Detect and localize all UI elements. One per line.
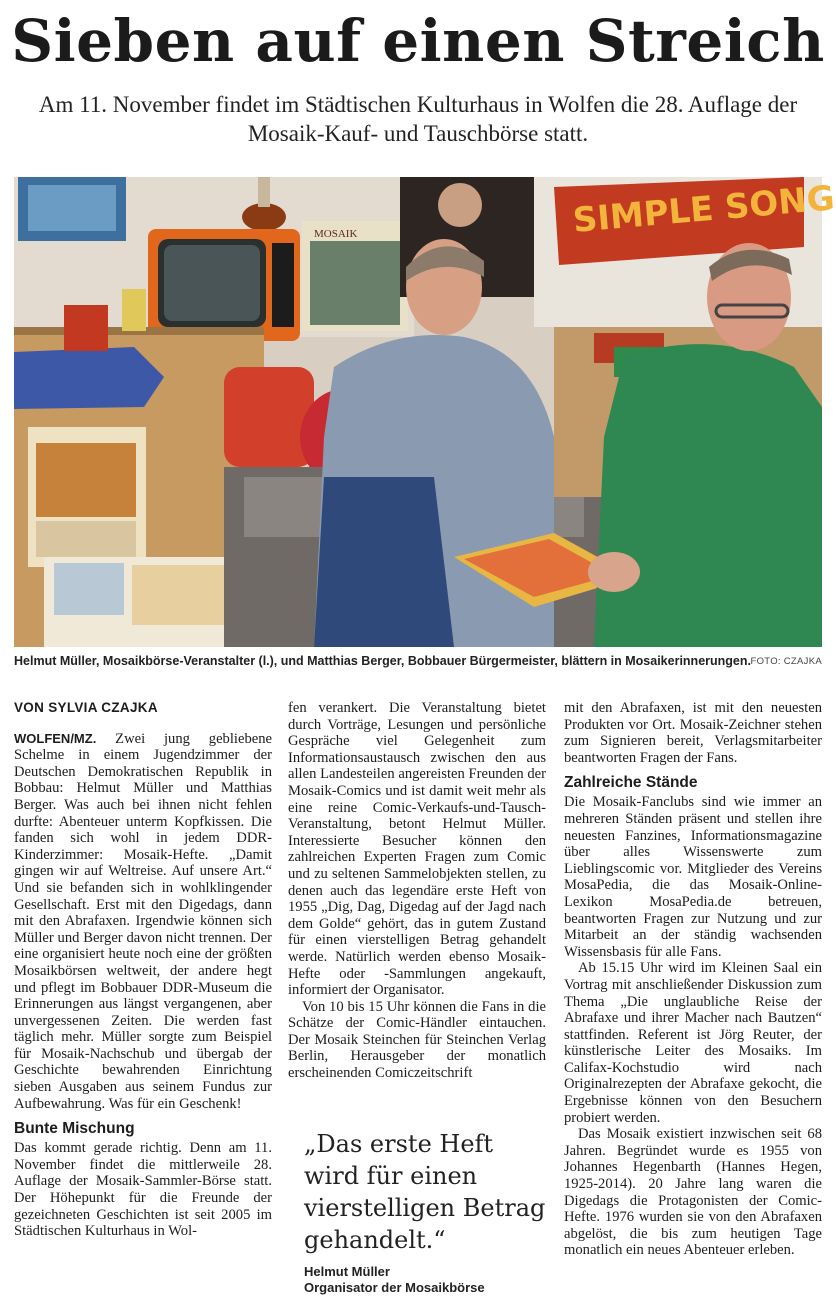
svg-text:SIMPLE SONG: SIMPLE SONG — [571, 178, 836, 241]
byline: VON SYLVIA CZAJKA — [14, 700, 158, 715]
pull-quote — [304, 1128, 552, 1296]
photo-credit: FOTO: CZAJKA — [750, 656, 822, 667]
column-3 — [564, 700, 822, 1259]
quote-author: Helmut Müller — [304, 1264, 390, 1279]
subheading-bunte-mischung: Bunte Mischung — [14, 1120, 135, 1138]
paragraph — [14, 731, 272, 1113]
paragraph: Die Mosaik-Fanclubs sind wie immer an mehreren Ständen präsent und stellen ihre neuesten Fanzines, Informationsmagazine über alles Wissenswerte zum Lieblingscomic vor. Mitglieder des Vereins MosaPedia, die das Mosaik-Online-Lexikon MosaPedia.de betreuen, beantworten Fragen zur Nutzung und zur Mitarbeit an der ständig wachsenden Wissensbasis für alle Fans. — [564, 794, 822, 960]
paragraph: Ab 15.15 Uhr wird im Kleinen Saal ein Vortrag mit anschließender Diskussion zum Thema „Die unglaubliche Reise der Abrafaxe und ihrer Macher nach Bautzen“ stattfinden. Referent ist Jörg Reuter, der künstlerische Leiter des Mosaiks. Im Califax-Kochstudio wird nach Originalrezepten der Abrafaxe gekocht, die Ergebnisse können von den Besuchern probiert werden. — [564, 960, 822, 1126]
paragraph: fen verankert. Die Veranstaltung bietet durch Vorträge, Lesungen und persönliche Gespräche viel Gelegenheit zum Informationsaustausch zwischen den aus allen Landesteilen angereisten Freunden der Mosaik-Comics und ist damit weit mehr als eine reine Comic-Verkaufs-und-Tausch-Veranstaltung, betont Helmut Müller. Interessierte Besucher können den zahlreichen Experten Fragen zum Comic und zu seltenen Sammelobjekten stellen, zu denen auch das legendäre erste Heft von 1955 „Dig, Dag, Digedag auf der Jagd nach dem Golde“ gehört, das in gutem Zustand für einen vierstelligen Betrag gehandelt werde. Natürlich werden ebenso Mosaik-Hefte oder -Sammlungen angekauft, informiert der Organisator. — [288, 700, 546, 999]
mosaik-record — [302, 221, 408, 331]
column-1 — [14, 700, 272, 1240]
subheadline: Am 11. November findet im Städtischen Kulturhaus in Wolfen die 28. Auflage der Mosaik-Kauf- und Tauschbörse statt. — [38, 92, 798, 146]
quote-text: „Das erste Heft wird für einen vierstelligen Betrag gehandelt.“ — [304, 1130, 546, 1254]
paragraph: Das kommt gerade richtig. Denn am 11. November findet die mittlerweile 28. Auflage der Mosaik-Sammler-Börse statt. Der Höhepunkt für die Freunde der gezeichneten Geschichten ist seit 2005 im Städtischen Kulturhaus in Wol- — [14, 1140, 272, 1240]
headline: Sieben auf einen Streich — [11, 7, 825, 75]
comic-booklet — [28, 427, 146, 567]
column-2 — [288, 700, 546, 1082]
orange-tv — [148, 229, 300, 341]
dateline: WOLFEN/MZ. — [14, 730, 97, 746]
paragraph: mit den Abrafaxen, ist mit den neuesten Produkten vor Ort. Mosaik-Zeichner stehen zum Signieren bereit, Verlagsmitarbeiter beantworten Fragen der Fans. — [564, 700, 822, 766]
subheading-zahlreiche-staende: Zahlreiche Stände — [564, 774, 698, 792]
article-photo — [14, 177, 836, 647]
paragraph: Von 10 bis 15 Uhr können die Fans in die Schätze der Comic-Händler eintauchen. Der Mosaik Steinchen für Steinchen Verlag Berlin, Herausgeber der monatlich erscheinenden Comiczeitschrift — [288, 998, 546, 1082]
quote-author-role: Organisator der Mosaikbörse — [304, 1280, 485, 1295]
paragraph: Das Mosaik existiert inzwischen seit 68 Jahren. Begründet wurde es 1955 von Johannes Hegenbarth (Hannes Hegen, 1925-2014). 20 Jahre lang waren die Digedags die Protagonisten der Comic-Hefte. 1976 wurden sie von den Abrafaxen abgelöst, die bis zum heutigen Tage monatlich ein neues Abenteuer erleben. — [564, 1126, 822, 1259]
paragraph-text: Zwei jung gebliebene Schelme in einem Jugendzimmer der Deutschen Demokratischen Republik in Bobbau: Helmut Müller und Matthias Berger. Was auch bei ihnen nicht fehlen durfte: Abenteuer unterm Kopfkissen. Die fanden sich wohl in jedem DDR-Kinderzimmer: Mosaik-Hefte. „Damit gingen wir auf Weltreise. Auf unsere Art.“ Und sie befanden sich in wohlklingender Gesellschaft. Erst mit den Digedags, dann mit den Abrafaxen. Irgendwie können sich Müller und Berger davon nicht trennen. Der eine organisiert heute noch eine der größten Mosaikbörsen weltweit, der andere hegt und pflegt im Bobbauer DDR-Museum die Erinnerungen aus längst vergangenen, aber unvergessenen Zeiten. Die werden fast täglich mehr. Müller sorgte zum Beispiel für Mosaik-Nachschub und übergab der Geschichte bewahrenden Einrichtung sieben Ausgaben aus seinem Fundus zur Aufbewahrung. Was für ein Geschenk! — [14, 730, 272, 1112]
photo-illustration — [14, 177, 836, 647]
lamp — [242, 203, 286, 231]
svg-text:MOSAIK: MOSAIK — [314, 228, 358, 240]
photo-caption: Helmut Müller, Mosaikbörse-Veranstalter (l.), und Matthias Berger, Bobbauer Bürgermeister, blättern in Mosaikerinnerungen. — [14, 654, 751, 668]
